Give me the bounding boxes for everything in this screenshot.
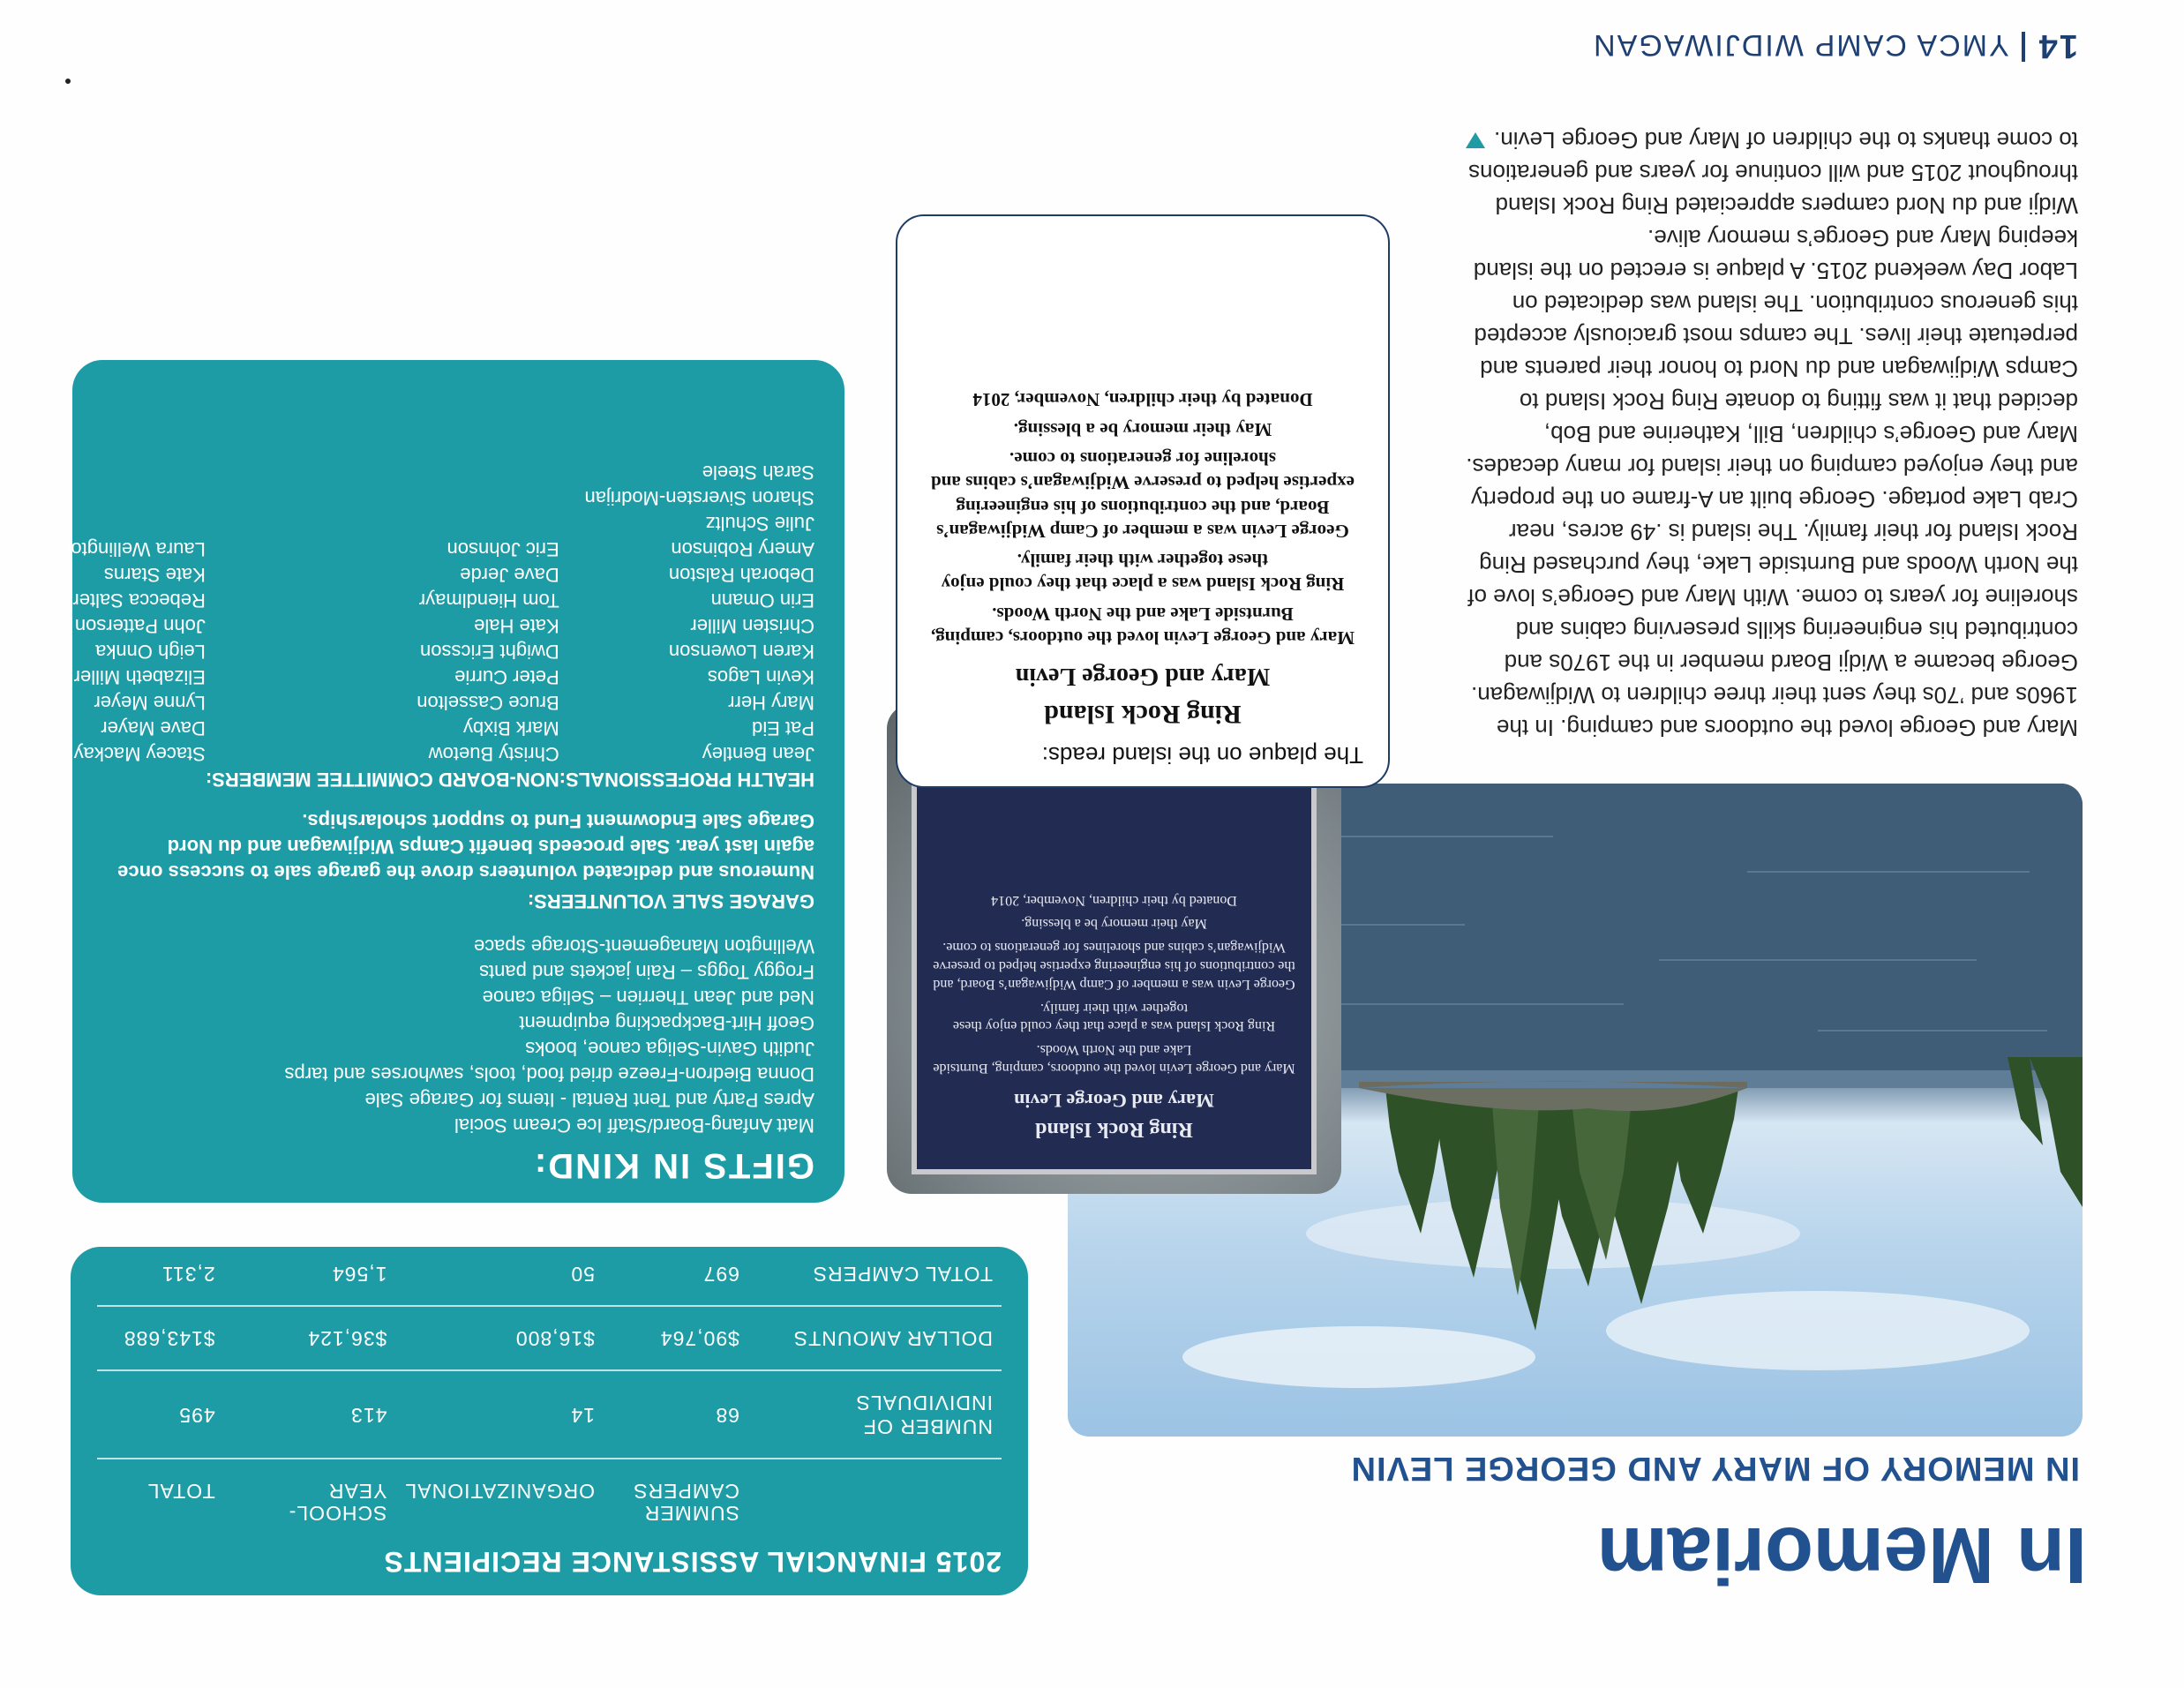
list-item: Deborah Ralston <box>668 564 814 586</box>
plaque-title: Ring Rock Island <box>1044 700 1242 729</box>
plaque-photo-line: George Levin was a member of Camp Widjiwagan’s Board, and the contributions of his engineering expertise helped to preserve Widjiwagan’s cabins and shorelines for generations to come. <box>933 940 1295 992</box>
plaque-line: Donated by their children, November, 2014 <box>972 389 1313 411</box>
financial-assistance-table <box>97 1242 1002 1529</box>
table-cell: 495 <box>97 1370 224 1459</box>
list-item: Pat Eid <box>752 717 814 739</box>
gifts-in-kind-list <box>102 934 814 1138</box>
non-board-committee-title: NON-BOARD COMMITTEE MEMBERS: <box>205 769 559 791</box>
plaque-intro: The plaque on the island reads: <box>1041 742 1363 769</box>
plaque-photo-line: May their memory be a blessing. <box>1021 916 1207 932</box>
scan-speck <box>65 79 71 84</box>
plaque-text-box <box>896 214 1390 788</box>
list-item: Apres Party and Tent Rental - Items for Garage Sale <box>364 1089 814 1111</box>
memoriam-body <box>1460 124 2078 744</box>
table-row <box>97 1370 1002 1459</box>
memoriam-title: In Memoriam <box>1596 1511 2087 1599</box>
plaque-board <box>912 724 1317 1174</box>
financial-assistance-box <box>71 1247 1028 1595</box>
memoriam-subtitle: IN MEMORY OF MARY AND GEORGE LEVIN <box>1350 1450 2080 1487</box>
table-row <box>97 1242 1002 1306</box>
list-item: Laura Wellington <box>60 538 206 560</box>
health-professionals-column <box>559 460 814 792</box>
header-divider <box>2022 32 2025 62</box>
non-board-column-a <box>206 460 559 792</box>
list-item: Rebecca Salter <box>72 589 206 611</box>
table-row-label: DOLLAR AMOUNTS <box>748 1306 1002 1370</box>
page-number: 14 <box>2037 27 2078 64</box>
table-cell: 2,311 <box>97 1242 224 1306</box>
table-row-label: NUMBER OF INDIVIDUALS <box>748 1370 1002 1459</box>
list-item: Peter Currie <box>454 666 559 688</box>
table-cell: 413 <box>224 1370 396 1459</box>
list-item: Leigh Onnka <box>95 641 206 663</box>
list-item: Stacey Mackay <box>73 743 206 765</box>
list-item: John Patterson <box>74 615 206 637</box>
list-item: Christen Miller <box>690 615 814 637</box>
plaque-photo-title: Ring Rock Island <box>1035 1118 1193 1141</box>
column-spacer <box>60 767 206 792</box>
table-header-cell <box>748 1459 1002 1529</box>
list-item: Kate Hale <box>474 615 559 637</box>
list-item: Sarah Steele <box>702 461 814 484</box>
financial-assistance-title: 2015 FINANCIAL ASSISTANCE RECIPIENTS <box>383 1546 1002 1578</box>
table-row <box>97 1306 1002 1370</box>
table-header-row <box>97 1459 1002 1529</box>
table-header-cell: ORGANIZATIONAL <box>396 1459 604 1529</box>
table-cell: $36,124 <box>224 1306 396 1370</box>
list-item: Kate Starns <box>103 564 206 586</box>
plaque-photo-line: Mary and George Levin loved the outdoors, camping, Burntside Lake and the North Woods. <box>933 1042 1295 1076</box>
plaque-line: George Levin was a member of Camp Widjiwagan’s Board, and the contributions of his engineering expertise helped to preserve Widjiwagan’s cabins and shoreline for generations to come. <box>931 447 1355 542</box>
memoriam-paragraph-text: Widji and du Nord campers appreciated Ring Rock Island throughout 2015 and will continue for years and generations to come thanks to the children of Mary and George Levin. <box>1468 127 2078 219</box>
list-item: Erin Omann <box>710 589 814 611</box>
list-item: Eric Johnson <box>447 538 559 560</box>
plaque-photo-subtitle: Mary and George Levin <box>1014 1090 1214 1112</box>
health-professionals-title: HEALTH PROFESSIONALS: <box>559 769 814 791</box>
list-item: Dave Mayer <box>101 717 206 739</box>
plaque-photo-line: Ring Rock Island was a place that they could enjoy these together with their family. <box>952 1000 1276 1034</box>
list-item: Julie Schultz <box>705 513 814 535</box>
table-header-cell: TOTAL <box>97 1459 224 1529</box>
table-header-cell: SCHOOL-YEAR <box>224 1459 396 1529</box>
list-item: Mary Herr <box>728 692 814 714</box>
list-item: Elizabeth Miller <box>73 666 206 688</box>
list-item: Geoff Hirt-Backpacking equipment <box>519 1012 814 1034</box>
list-item: Donna Biedron-Freeze dried food, tools, sawhorses and tarps <box>284 1063 814 1085</box>
gifts-in-kind-title: GIFTS IN KIND: <box>532 1146 814 1185</box>
list-item: Bruce Casselton <box>417 692 559 714</box>
list-item: Amery Robinson <box>671 538 814 560</box>
garage-sale-title: GARAGE SALE VOLUNTEERS: <box>527 890 814 912</box>
plaque-line: Ring Rock Island was a place that they could enjoy these together with their family. <box>941 550 1345 596</box>
list-item: Matt Anfang-Board/Staff Ice Cream Social <box>454 1114 814 1137</box>
table-cell: $90,764 <box>604 1306 748 1370</box>
list-item: Judith Gavin-Seliga canoe, books <box>525 1038 814 1060</box>
table-cell: $143,688 <box>97 1306 224 1370</box>
table-cell: 697 <box>604 1242 748 1306</box>
list-item: Dwight Ericsson <box>420 641 559 663</box>
memoriam-paragraph: Mary and George’s children, Bill, Katherine and Bob, decided that it was fitting to donate Ring Rock Island to Camps Widjiwagan and du Nord to honor their parents and perpetuate their lives. The camps most graciously accepted this generous contribution. The island was dedicated on Labor Day weekend 2015. A plaque is erected on the island keeping Mary and George’s memory alive. <box>1473 225 2078 447</box>
gifts-in-kind-box <box>60 360 844 1203</box>
list-item: Kevin Lagos <box>707 666 814 688</box>
list-item: Mark Bixby <box>462 717 559 739</box>
table-cell: 14 <box>396 1370 604 1459</box>
table-header-cell: SUMMER CAMPERS <box>604 1459 748 1529</box>
memoriam-paragraph <box>1460 124 2078 221</box>
list-item: Froggy Toggs – Rain jackets and pants <box>479 961 814 983</box>
garage-sale-text: Numerous and dedicated volunteers drove the garage sale to success once again last year. Sale proceeds benefit Camps Widjiwagan and du Nord Garage Sale Endowment Fund to support scholarships. <box>117 810 814 883</box>
plaque-line: May their memory be a blessing. <box>1013 418 1272 440</box>
table-cell: 68 <box>604 1370 748 1459</box>
memoriam-paragraph: Mary and George loved the outdoors and camping. In the 1960s and ’70s they sent their three children to Widjiwagan. George became a Widji Board member in the 1970s and contributed his engineering skills preserving cabins and shoreline for years to come. With Mary and George’s love of the North Woods and Burntside Lake, they purchased Ring Rock Island for their family. The island is .49 acres, near Crab Lake portage. George built an A-frame on the property and they enjoyed camping on their island for many decades. <box>1466 454 2078 741</box>
volunteer-columns <box>60 460 814 792</box>
list-item: Christy Buetow <box>428 743 559 765</box>
list-item: Lynne Meyer <box>94 692 206 714</box>
list-item: Tom Hiendlmayr <box>418 589 559 611</box>
table-row-label: TOTAL CAMPERS <box>748 1242 1002 1306</box>
page-header <box>1592 26 2078 64</box>
table-cell: $16,800 <box>396 1306 604 1370</box>
list-item: Dave Jerde <box>460 564 559 586</box>
publication-name: YMCA CAMP WIDJIWAGAN <box>1592 28 2009 62</box>
list-item: Karen Lowenson <box>668 641 814 663</box>
plaque-photo-line: Donated by their children, November, 2014 <box>991 892 1237 908</box>
list-item: Ned and Jean Therrien – Seliga canoe <box>482 987 814 1009</box>
end-triangle-icon <box>1466 132 1485 148</box>
list-item: Sharon Siversten-Modrijan <box>584 487 814 509</box>
list-item: Jean Bentley <box>702 743 814 765</box>
table-cell: 1,564 <box>224 1242 396 1306</box>
list-item: Wellington Management-Storage space <box>473 935 814 957</box>
plaque-line: Mary and George Levin loved the outdoors, camping, Burntside Lake and the North Woods. <box>930 603 1355 649</box>
non-board-column-b <box>60 460 206 792</box>
plaque-subtitle: Mary and George Levin <box>1015 663 1271 690</box>
table-cell: 50 <box>396 1242 604 1306</box>
